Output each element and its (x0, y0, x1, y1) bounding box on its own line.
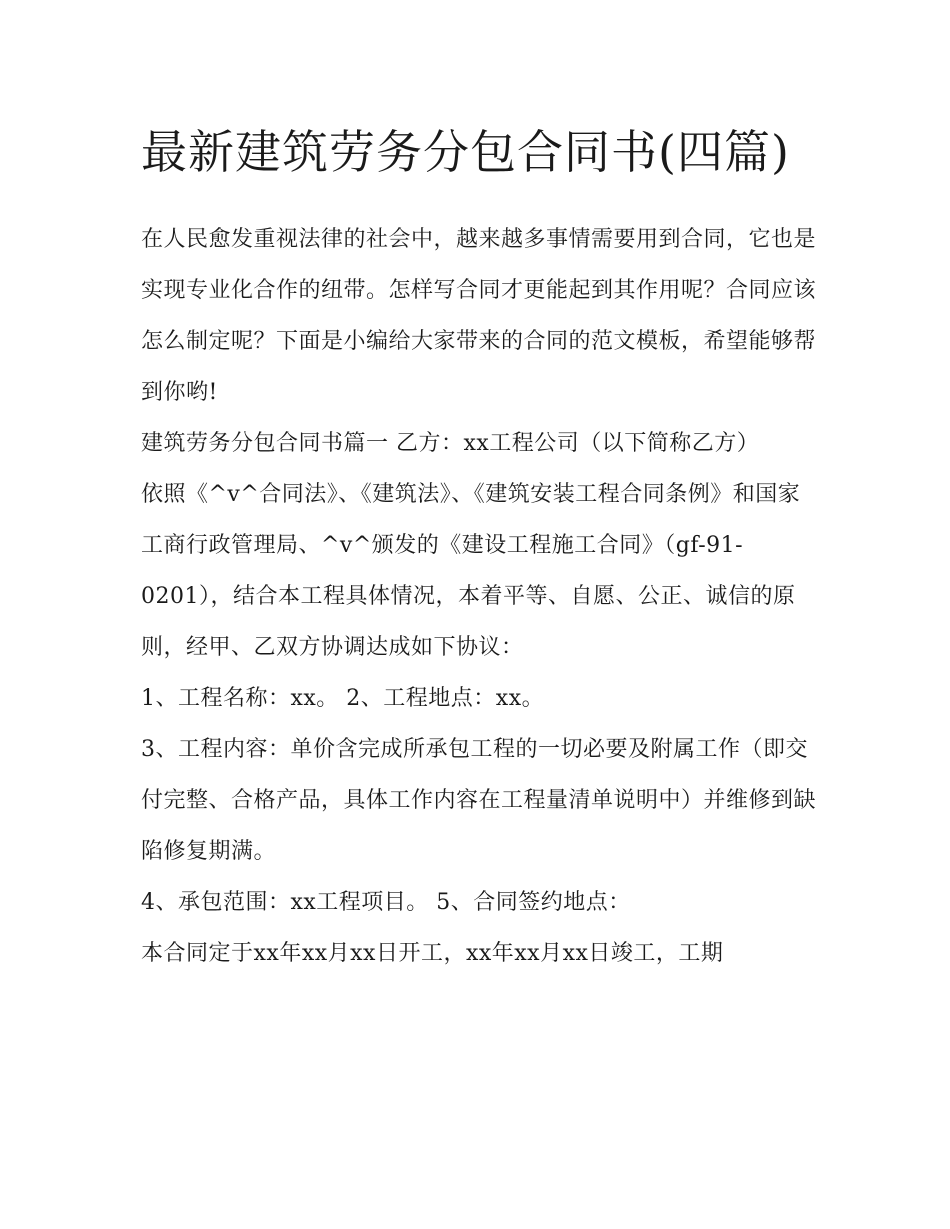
document-body (141, 112, 821, 979)
intro-paragraph: 在人民愈发重视法律的社会中，越来越多事情需要用到合同，它也是实现专业化合作的纽带。怎样写合同才更能起到其作用呢？合同应该怎么制定呢？下面是小编给大家带来的合同的范文模板，希望能够帮到你哟! (141, 227, 817, 405)
clause-3-paragraph: 3、工程内容：单价含完成所承包工程的一切必要及附属工作（即交付完整、合格产品，具体工作内容在工程量清单说明中）并维修到缺陷修复期满。 (141, 737, 817, 864)
basis-paragraph: 依照《^v^合同法》、《建筑法》、《建筑安装工程合同条例》和国家工商行政管理局、^v^颁发的《建设工程施工合同》（gf-91-0201），结合本工程具体情况，本着平等、自愿、公正、诚信的原则，经甲、乙双方协调达成如下协议： (141, 482, 801, 660)
document-title: 最新建筑劳务分包合同书(四篇) (141, 125, 790, 179)
party-b-paragraph: 建筑劳务分包合同书篇一 乙方：xx工程公司（以下简称乙方） (141, 431, 760, 456)
clause-1-2-paragraph: 1、工程名称：xx。 2、工程地点：xx。 (141, 686, 545, 711)
clause-4-5-paragraph: 4、承包范围：xx工程项目。 5、合同签约地点： (141, 890, 631, 915)
schedule-paragraph: 本合同定于xx年xx月xx日开工，xx年xx月xx日竣工，工期 (141, 941, 724, 966)
